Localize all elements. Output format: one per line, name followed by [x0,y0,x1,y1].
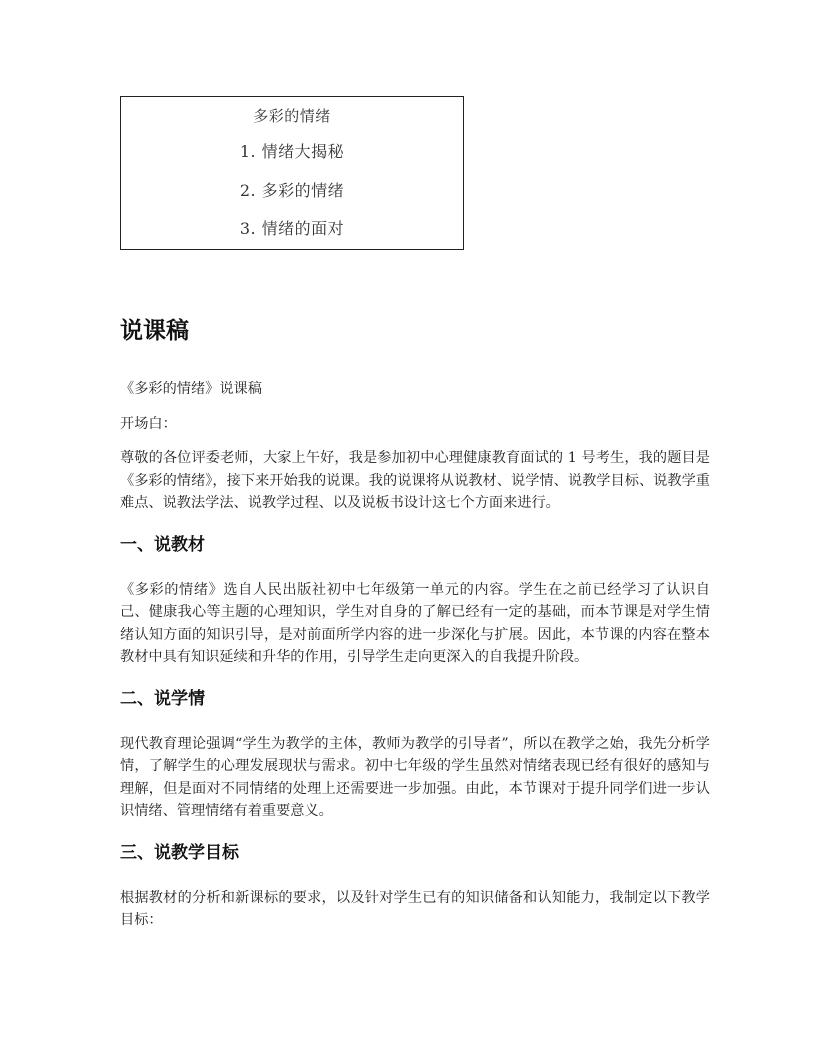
document-subtitle: 《多彩的情绪》说课稿 [120,381,262,397]
board-item-3: 3. 情绪的面对 [239,219,345,238]
document-title: 说课稿 [120,318,189,344]
opening-label: 开场白： [120,415,177,432]
section-heading-textbook: 一、说教材 [120,534,205,555]
opening-paragraph: 尊敬的各位评委老师，大家上午好，我是参加初中心理健康教育面试的 1 号考生，我的题目是《多彩的情绪》，接下来开始我的说课。我的说课将从说教材、说学情、说教学目标、说教学重难点、说教法学法、说教学过程、以及说板书设计这七个方面来进行。 [120,450,710,511]
document-body [120,314,710,944]
section-paragraph-objectives: 根据教材的分析和新课标的要求，以及针对学生已有的知识储备和认知能力，我制定以下教学目标： [120,889,710,928]
board-item-2: 2. 多彩的情绪 [239,181,345,200]
board-title: 多彩的情绪 [253,107,331,125]
section-paragraph-textbook: 《多彩的情绪》选自人民出版社初中七年级第一单元的内容。学生在之前已经学习了认识自己、健康我心等主题的心理知识，学生对自身的了解已经有一定的基础，而本节课是对学生情绪认知方面的知识引导，是对前面所学内容的进一步深化与扩展。因此，本节课的内容在整本教材中具有知识延续和升华的作用，引导学生走向更深入的自我提升阶段。 [120,581,710,665]
section-heading-objectives: 三、说教学目标 [120,842,239,863]
board-item-1: 1. 情绪大揭秘 [239,142,345,161]
section-heading-students: 二、说学情 [120,688,205,709]
section-paragraph-students: 现代教育理论强调“学生为教学的主体，教师为教学的引导者”，所以在教学之始，我先分析学情，了解学生的心理发展现状与需求。初中七年级的学生虽然对情绪表现已经有很好的感知与理解，但是面对不同情绪的处理上还需要进一步加强。由此，本节课对于提升同学们进一步认识情绪、管理情绪有着重要意义。 [120,735,710,819]
blackboard-design-box [120,96,464,250]
